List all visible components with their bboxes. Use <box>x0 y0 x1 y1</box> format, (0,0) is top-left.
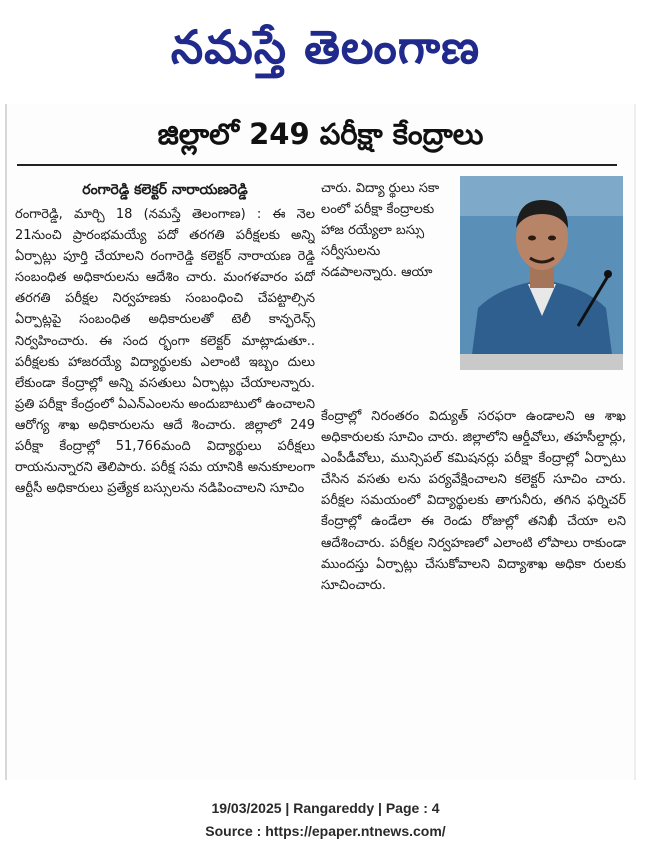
article-body-right-top: చారు. విద్యా ర్థులు సకా లంలో పరీక్షా కేంద్రాలకు హాజ రయ్యేలా బస్సు సర్వీసులను నడపాలన్నారు. ఆయా <box>321 181 440 281</box>
article-byline: రంగారెడ్డి కలెక్టర్ నారాయణరెడ్డి <box>82 182 248 198</box>
article-column-right-top <box>321 178 456 394</box>
collector-photo <box>460 176 623 370</box>
article-headline: జిల్లాలో 249 పరీక్షా కేంద్రాలు <box>157 117 484 151</box>
article-body-left: రంగారెడ్డి, మార్చి 18 (నమస్తే తెలంగాణ) : ఈ నెల 21నుంచి ప్రారంభమయ్యే పదో తరగతి పరీక్షలకు అన్ని ఏర్పాట్లు పూర్తి చేయాలని రంగారెడ్డి కలెక్టర్ నారాయణ రెడ్డి సంబంధిత అధికారులను ఆదేశిం చారు. మంగళవారం పదో తరగతి పరీక్షల నిర్వహణకు సంబంధించి చేపట్టాల్సిన ఏర్పాట్లపై సంబంధిత అధికారులతో టెలీ కాన్ఫరెన్స్ నిర్వహించారు. ఈ సంద ర్భంగా కలెక్టర్ మాట్లాడుతూ.. పరీక్షలకు హాజరయ్యే విద్యార్థులకు ఎలాంటి ఇబ్బం దులు లేకుండా కేంద్రాల్లో అన్ని వసతులు ఏర్పాట్లు చేయాలన్నారు. ప్రతి పరీక్షా కేంద్రంలో ఏఎన్ఎంలను అందుబాటులో ఉంచాలని ఆరోగ్య శాఖ అధికారులను ఆదే శించారు. జిల్లాలో 249 పరీక్షా కేంద్రాల్లో 51,766మంది విద్యార్థులు పరీక్షలు రాయనున్నారని తెలిపారు. పరీక్ష సమ యానికి అనుకూలంగా ఆర్టీసీ అధికారులు ప్రత్యేక బస్సులను నడిపించాలని సూచిం <box>15 207 315 497</box>
footer-source-line: Source : https://epaper.ntnews.com/ <box>205 823 446 839</box>
footer-date-line: 19/03/2025 | Rangareddy | Page : 4 <box>211 800 440 816</box>
masthead-title: నమస్తే తెలంగాణ <box>170 20 481 74</box>
article-column-left <box>15 178 315 778</box>
article-column-right-bottom <box>321 406 626 778</box>
article-body-right-bottom: కేంద్రాల్లో నిరంతరం విద్యుత్ సరఫరా ఉండాలని ఆ శాఖ అధికారులకు సూచిం చారు. జిల్లాలోని ఆర్డీవోలు, తహసీల్దార్లు, ఎంపీడీవోలు, మున్సిపల్ కమిషనర్లు పరీక్షా కేంద్రాల్లో ఏర్పాటు చేసిన వసతు లను పర్యవేక్షించాలని కలెక్టర్ సూచిం చారు. పరీక్షల సమయంలో విద్యార్థులకు తాగునీరు, తగిన ఫర్నిచర్ కేంద్రాల్లో ఉండేలా ఈ రెండు రోజుల్లో తనిఖీ చేయా లని ఆదేశించారు. పరీక్షల నిర్వహణలో ఎలాంటి లోపాలు రాకుండా ముందస్తు ఏర్పాట్లు చేసుకోవాలని విద్యాశాఖ అధికా రులకు సూచించారు. <box>321 409 626 593</box>
collector-portrait-image <box>460 176 623 370</box>
headline-divider <box>17 164 617 166</box>
news-clipping <box>5 104 636 780</box>
newspaper-masthead <box>0 8 651 88</box>
